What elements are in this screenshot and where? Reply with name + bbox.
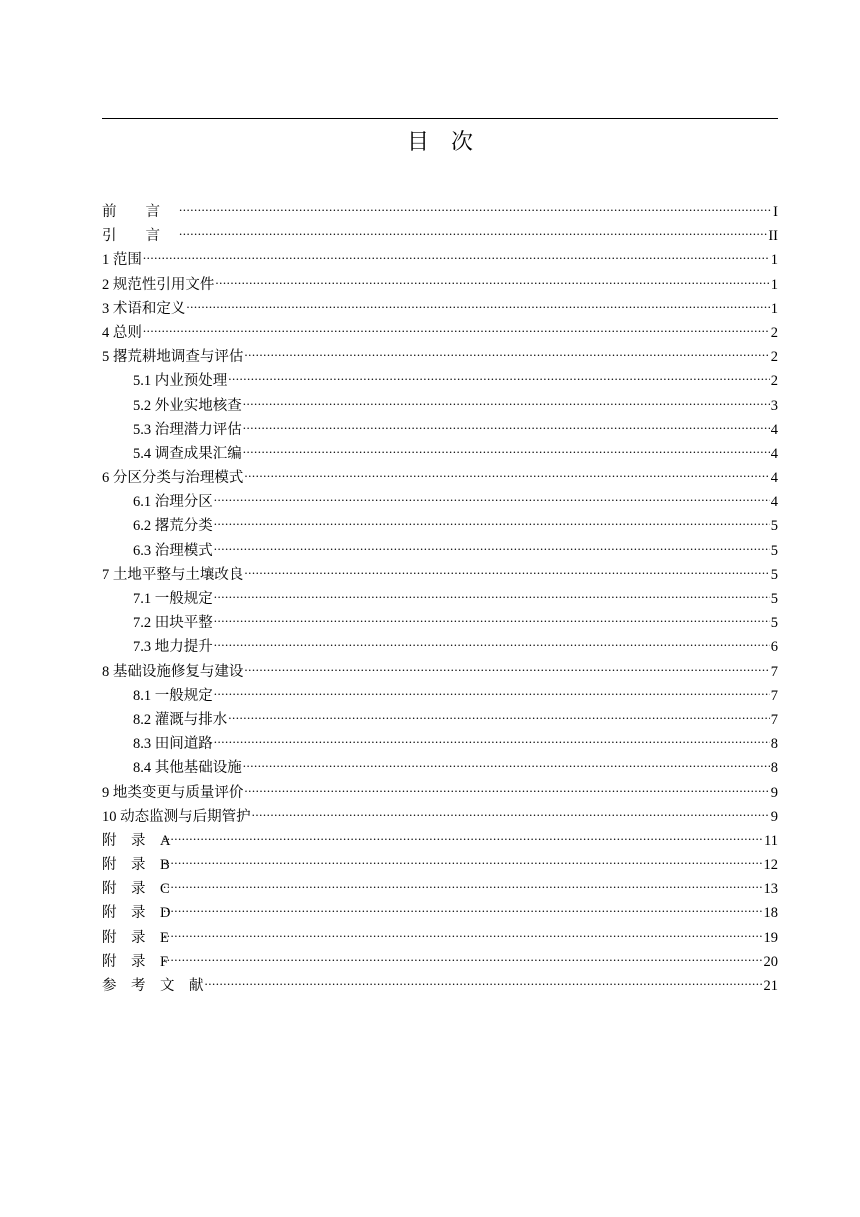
dot-leader bbox=[243, 443, 770, 458]
toc-entry-page: 3 bbox=[770, 397, 778, 414]
toc-entry[interactable] bbox=[102, 974, 778, 998]
toc-entry-label: 7.1 一般规定 bbox=[133, 591, 213, 607]
toc-entry-label: 5.1 内业预处理 bbox=[133, 373, 228, 390]
dot-leader bbox=[243, 758, 770, 773]
toc-entry-label: 9 地类变更与质量评价 bbox=[102, 784, 244, 801]
toc-entry[interactable] bbox=[102, 224, 778, 248]
toc-entry[interactable] bbox=[102, 418, 778, 442]
toc-entry-label: 5 撂荒耕地调查与评估 bbox=[102, 349, 244, 366]
toc-entry[interactable] bbox=[102, 708, 778, 732]
toc-entry-page: 2 bbox=[770, 373, 778, 390]
toc-entry-page: 4 bbox=[770, 445, 778, 462]
toc-entry[interactable] bbox=[102, 490, 778, 514]
dot-leader bbox=[163, 951, 763, 966]
toc-entry-label: 8 基础设施修复与建设 bbox=[102, 663, 244, 680]
toc-entry[interactable] bbox=[102, 563, 778, 587]
toc-list bbox=[102, 200, 778, 998]
toc-entry[interactable] bbox=[102, 781, 778, 805]
dot-leader bbox=[163, 830, 763, 845]
toc-entry-page: 8 bbox=[770, 760, 778, 777]
dot-leader bbox=[244, 661, 769, 676]
toc-entry-label: 5.3 治理潜力评估 bbox=[133, 421, 242, 438]
toc-entry-page: 7 bbox=[770, 687, 778, 704]
toc-entry-page: 5 bbox=[770, 566, 778, 583]
dot-leader bbox=[243, 395, 770, 410]
toc-entry-label: 附 录 D bbox=[102, 905, 171, 922]
toc-entry-page: 4 bbox=[770, 494, 778, 511]
toc-entry-page: 11 bbox=[764, 832, 778, 849]
toc-entry-label: 8.1 一般规定 bbox=[133, 687, 213, 704]
toc-entry-page: 1 bbox=[770, 300, 778, 317]
toc-entry[interactable] bbox=[102, 732, 778, 756]
toc-entry-page: 21 bbox=[763, 978, 778, 994]
dot-leader bbox=[215, 274, 769, 289]
toc-entry[interactable] bbox=[102, 660, 778, 684]
toc-entry-page: 4 bbox=[770, 470, 778, 487]
toc-entry-page: 5 bbox=[770, 591, 778, 607]
dot-leader bbox=[179, 226, 767, 241]
dot-leader bbox=[244, 468, 769, 483]
toc-entry[interactable] bbox=[102, 539, 778, 563]
toc-entry[interactable] bbox=[102, 345, 778, 369]
toc-entry[interactable] bbox=[102, 369, 778, 393]
toc-entry-label: 附 录 B bbox=[102, 857, 170, 874]
toc-entry-label: 5.2 外业实地核查 bbox=[133, 397, 242, 414]
toc-entry[interactable] bbox=[102, 514, 778, 538]
toc-entry[interactable] bbox=[102, 248, 778, 272]
toc-entry-label: 6.1 治理分区 bbox=[133, 494, 213, 511]
dot-leader bbox=[228, 371, 770, 386]
toc-entry-label: 附 录 A bbox=[102, 832, 171, 849]
dot-leader bbox=[143, 250, 770, 265]
toc-entry-page: 18 bbox=[763, 905, 778, 922]
toc-entry[interactable] bbox=[102, 901, 778, 925]
dot-leader bbox=[244, 564, 769, 579]
toc-entry-label: 2 规范性引用文件 bbox=[102, 276, 215, 293]
dot-leader bbox=[243, 419, 770, 434]
toc-entry[interactable] bbox=[102, 442, 778, 466]
toc-entry[interactable] bbox=[102, 756, 778, 780]
dot-leader bbox=[163, 927, 763, 942]
toc-entry-label: 1 范围 bbox=[102, 252, 142, 269]
toc-entry-label: 6.2 撂荒分类 bbox=[133, 518, 213, 535]
toc-entry-label: 6 分区分类与治理模式 bbox=[102, 470, 244, 487]
dot-leader bbox=[214, 734, 770, 749]
dot-leader bbox=[163, 903, 763, 918]
toc-entry-page: 9 bbox=[770, 808, 778, 825]
dot-leader bbox=[214, 613, 770, 628]
toc-entry-label: 前 言 bbox=[102, 204, 160, 220]
toc-entry-label: 参 考 文 献 bbox=[102, 978, 204, 994]
toc-entry-label: 7.2 田块平整 bbox=[133, 615, 213, 632]
toc-entry[interactable] bbox=[102, 394, 778, 418]
toc-entry-label: 6.3 治理模式 bbox=[133, 542, 213, 559]
toc-entry-label: 5.4 调查成果汇编 bbox=[133, 445, 242, 462]
toc-entry-page: II bbox=[768, 228, 778, 245]
toc-entry-label: 7.3 地力提升 bbox=[133, 639, 213, 656]
toc-entry-page: 4 bbox=[770, 421, 778, 438]
toc-entry-label: 3 术语和定义 bbox=[102, 300, 186, 317]
toc-entry[interactable] bbox=[102, 950, 778, 974]
toc-entry-page: 2 bbox=[770, 324, 778, 341]
toc-entry[interactable] bbox=[102, 273, 778, 297]
toc-entry-page: 7 bbox=[770, 711, 778, 728]
toc-entry-label: 8.3 田间道路 bbox=[133, 736, 213, 753]
toc-entry-label: 10 动态监测与后期管护 bbox=[102, 808, 251, 825]
toc-entry[interactable] bbox=[102, 321, 778, 345]
toc-entry-label: 附 录 E bbox=[102, 929, 169, 946]
toc-entry[interactable] bbox=[102, 926, 778, 950]
dot-leader bbox=[186, 298, 769, 313]
dot-leader bbox=[228, 709, 770, 724]
toc-title: 目 次 bbox=[406, 130, 473, 155]
toc-entry-page: 7 bbox=[770, 663, 778, 680]
toc-entry[interactable] bbox=[102, 611, 778, 635]
toc-entry-label: 8.4 其他基础设施 bbox=[133, 760, 242, 777]
toc-entry[interactable] bbox=[102, 635, 778, 659]
dot-leader bbox=[252, 806, 770, 821]
toc-entry[interactable] bbox=[102, 853, 778, 877]
toc-entry-label: 附 录 F bbox=[102, 953, 169, 970]
header-rule bbox=[102, 118, 778, 119]
toc-entry[interactable] bbox=[102, 829, 778, 853]
toc-entry[interactable] bbox=[102, 200, 778, 224]
toc-entry-label: 7 土地平整与土壤改良 bbox=[102, 566, 244, 583]
toc-entry-page: 1 bbox=[770, 276, 778, 293]
toc-entry-page: 1 bbox=[770, 252, 778, 269]
dot-leader bbox=[214, 685, 770, 700]
toc-entry-page: 20 bbox=[763, 953, 778, 970]
toc-entry-label: 引 言 bbox=[102, 228, 160, 245]
toc-entry-label: 8.2 灌溉与排水 bbox=[133, 711, 228, 728]
dot-leader bbox=[214, 492, 770, 507]
toc-entry-label: 4 总则 bbox=[102, 324, 142, 341]
toc-entry-page: 12 bbox=[763, 857, 778, 874]
toc-entry-page: 13 bbox=[763, 881, 778, 898]
toc-entry-page: 5 bbox=[770, 518, 778, 535]
dot-leader bbox=[143, 322, 770, 337]
dot-leader bbox=[205, 976, 763, 991]
toc-entry[interactable] bbox=[102, 877, 778, 901]
dot-leader bbox=[244, 347, 769, 362]
dot-leader bbox=[214, 637, 770, 652]
toc-entry-label: 附 录 C bbox=[102, 881, 170, 898]
toc-entry-page: 2 bbox=[770, 349, 778, 366]
dot-leader bbox=[163, 879, 763, 894]
dot-leader bbox=[214, 589, 770, 604]
dot-leader bbox=[214, 516, 770, 531]
toc-entry-page: 5 bbox=[770, 615, 778, 632]
dot-leader bbox=[163, 855, 763, 870]
toc-entry-page: I bbox=[773, 204, 778, 220]
toc-entry[interactable] bbox=[102, 466, 778, 490]
toc-entry-page: 19 bbox=[763, 929, 778, 946]
toc-entry[interactable] bbox=[102, 587, 778, 611]
toc-entry-page: 6 bbox=[770, 639, 778, 656]
toc-entry-page: 5 bbox=[770, 542, 778, 559]
toc-entry[interactable] bbox=[102, 805, 778, 829]
toc-entry[interactable] bbox=[102, 684, 778, 708]
dot-leader bbox=[244, 782, 769, 797]
dot-leader bbox=[179, 202, 772, 217]
toc-entry-page: 9 bbox=[770, 784, 778, 801]
toc-entry-page: 8 bbox=[770, 736, 778, 753]
dot-leader bbox=[214, 540, 770, 555]
toc-entry[interactable] bbox=[102, 297, 778, 321]
